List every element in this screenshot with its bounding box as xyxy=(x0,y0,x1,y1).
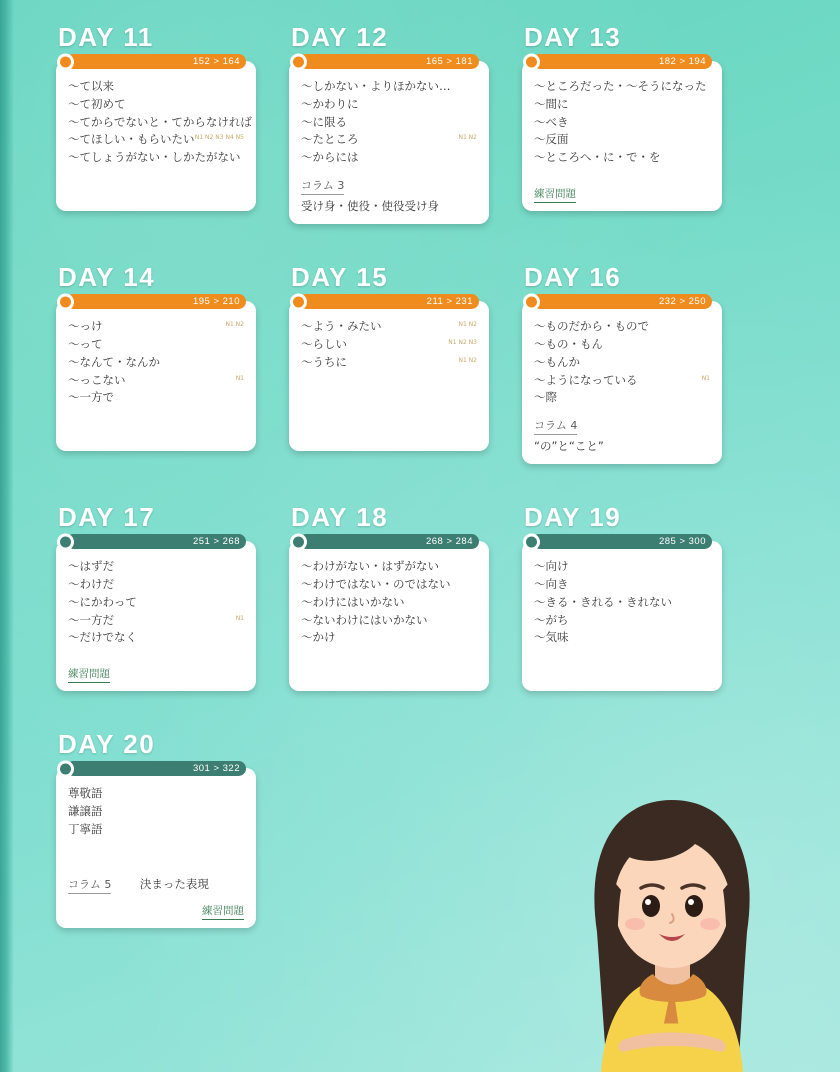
item-text: 〜うちに xyxy=(301,354,347,369)
day-cell xyxy=(289,22,522,224)
list-item[interactable] xyxy=(301,114,477,132)
item-tag: N1 xyxy=(701,374,710,382)
progress-bar xyxy=(66,54,246,69)
item-text: 〜に限る xyxy=(301,114,347,129)
list-item[interactable] xyxy=(68,389,244,407)
grammar-item-list xyxy=(56,76,256,167)
list-item[interactable] xyxy=(68,336,244,354)
list-item[interactable] xyxy=(68,576,244,594)
page-range: 182 > 194 xyxy=(658,56,706,67)
item-tag: N1 N2 N3 N4 N5 xyxy=(194,134,244,142)
list-item[interactable] xyxy=(68,785,244,803)
grammar-item-list xyxy=(522,316,722,407)
day-card[interactable] xyxy=(522,536,722,691)
day-cell xyxy=(289,262,522,464)
card-footer xyxy=(522,178,722,203)
item-text: 〜べき xyxy=(534,114,569,129)
day-cell xyxy=(56,22,289,224)
page-range: 268 > 284 xyxy=(425,536,473,548)
item-text: 〜っこない xyxy=(68,372,126,387)
day-row xyxy=(56,262,756,464)
grammar-item-list xyxy=(289,556,489,647)
list-item[interactable] xyxy=(534,389,710,407)
list-item[interactable] xyxy=(68,114,252,132)
list-item[interactable] xyxy=(534,96,710,114)
list-item[interactable] xyxy=(534,318,710,336)
list-item[interactable] xyxy=(301,149,477,167)
page-range: 232 > 250 xyxy=(658,296,706,308)
day-title: DAY 15 xyxy=(291,262,389,293)
item-text: 〜わけにはいかない xyxy=(301,594,405,609)
list-item[interactable] xyxy=(68,372,244,390)
day-card[interactable] xyxy=(522,296,722,464)
card-footer xyxy=(56,658,256,683)
item-text: 〜しかない・よりほかない… xyxy=(301,79,451,93)
day-row xyxy=(56,502,756,691)
progress-bar xyxy=(299,534,479,549)
day-card[interactable] xyxy=(56,296,256,451)
day-card[interactable] xyxy=(56,763,256,928)
item-text: 〜わけだ xyxy=(68,576,114,591)
item-tag: N1 xyxy=(235,374,244,382)
progress-bar xyxy=(66,761,246,776)
item-text: 〜ものだから・もので xyxy=(534,319,649,334)
list-item[interactable] xyxy=(68,96,244,114)
day-title: DAY 14 xyxy=(58,262,156,293)
day-card[interactable] xyxy=(289,536,489,691)
item-text: 〜気味 xyxy=(534,630,569,645)
progress-knob-icon xyxy=(523,293,540,310)
grammar-item-list xyxy=(522,556,722,647)
item-text: 〜てからでないと・てからなければ xyxy=(68,114,252,129)
item-text: 〜らしい xyxy=(301,336,347,351)
day-card[interactable] xyxy=(56,536,256,691)
item-text: 〜向き xyxy=(534,576,569,591)
item-text: 〜てしょうがない・しかたがない xyxy=(68,150,241,165)
day-title: DAY 13 xyxy=(524,22,622,52)
list-item[interactable] xyxy=(68,131,244,149)
list-item[interactable] xyxy=(534,594,710,612)
list-item[interactable] xyxy=(301,576,477,594)
list-item[interactable] xyxy=(534,114,710,132)
list-item[interactable] xyxy=(534,131,710,149)
day-cell xyxy=(56,502,289,691)
item-text: 〜もの・もん xyxy=(534,336,603,351)
column-heading: コラム 3 xyxy=(301,177,344,195)
page-range: 165 > 181 xyxy=(425,56,473,67)
item-text: 〜からには xyxy=(301,150,359,165)
grammar-item-list xyxy=(56,783,256,838)
list-item[interactable] xyxy=(68,594,244,612)
item-text: 〜よう・みたい xyxy=(301,319,382,334)
item-text: 〜反面 xyxy=(534,132,569,147)
progress-bar xyxy=(532,294,712,309)
item-tag: N1 xyxy=(235,614,244,622)
item-text: 〜きる・きれる・きれない xyxy=(534,594,672,609)
list-item[interactable] xyxy=(301,318,477,336)
day-cell xyxy=(289,502,522,691)
list-item[interactable] xyxy=(68,629,244,647)
progress-knob-icon xyxy=(290,293,307,310)
page-range: 195 > 210 xyxy=(192,296,240,308)
day-title: DAY 19 xyxy=(524,502,622,533)
item-text: 〜向け xyxy=(534,559,569,574)
item-text: 〜て初めて xyxy=(68,96,126,111)
progress-knob-icon xyxy=(57,533,74,550)
list-item[interactable] xyxy=(68,149,244,167)
item-text: 〜際 xyxy=(534,390,557,405)
list-item[interactable] xyxy=(301,629,477,647)
page-range: 285 > 300 xyxy=(658,536,706,548)
character-illustration xyxy=(545,782,800,1072)
item-text: 丁寧語 xyxy=(68,821,103,836)
list-item[interactable] xyxy=(68,318,244,336)
list-item[interactable] xyxy=(301,78,477,96)
item-text: 〜ところだった・〜そうになった xyxy=(534,79,707,93)
list-item[interactable] xyxy=(301,612,477,630)
list-item[interactable] xyxy=(534,149,710,167)
progress-knob-icon xyxy=(523,53,540,70)
list-item[interactable] xyxy=(68,803,244,821)
progress-knob-icon xyxy=(57,53,74,70)
day-cell xyxy=(56,729,289,928)
list-item[interactable] xyxy=(68,78,244,96)
progress-knob-icon xyxy=(57,760,74,777)
item-text: 〜もんか xyxy=(534,354,580,369)
item-text: 〜かわりに xyxy=(301,96,359,111)
progress-bar xyxy=(66,534,246,549)
list-item[interactable] xyxy=(534,372,710,390)
list-item[interactable] xyxy=(534,336,710,354)
item-text: 〜にかわって xyxy=(68,594,137,609)
day-card[interactable] xyxy=(522,56,722,211)
list-item[interactable] xyxy=(301,558,477,576)
practice-link[interactable]: 練習問題 xyxy=(202,903,244,920)
day-card[interactable] xyxy=(289,56,489,224)
card-footer xyxy=(56,866,256,920)
item-tag: N1 N2 xyxy=(225,321,244,329)
list-item[interactable] xyxy=(68,821,244,839)
page-range: 251 > 268 xyxy=(192,536,240,548)
day-row xyxy=(56,22,756,224)
practice-link[interactable]: 練習問題 xyxy=(68,666,110,683)
grammar-item-list xyxy=(289,316,489,371)
column-heading: コラム 5 xyxy=(68,876,111,894)
item-text: 〜ところへ・に・で・を xyxy=(534,150,661,165)
grammar-item-list xyxy=(56,556,256,647)
progress-bar xyxy=(532,534,712,549)
list-item[interactable] xyxy=(534,354,710,372)
item-tag: N1 N2 N3 xyxy=(448,338,477,346)
list-item[interactable] xyxy=(534,629,710,647)
day-title: DAY 11 xyxy=(58,22,154,52)
page-range: 301 > 322 xyxy=(192,763,240,775)
item-text: 謙譲語 xyxy=(68,803,103,818)
item-text: 〜だけでなく xyxy=(68,630,137,645)
item-text: 〜がち xyxy=(534,612,569,627)
item-text: 〜わけではない・のではない xyxy=(301,576,451,591)
item-text: 〜っけ xyxy=(68,319,103,334)
list-item[interactable] xyxy=(534,576,710,594)
item-text: 尊敬語 xyxy=(68,786,103,801)
item-text: 〜かけ xyxy=(301,630,336,645)
list-item[interactable] xyxy=(534,78,710,96)
list-item[interactable] xyxy=(68,354,244,372)
day-title: DAY 16 xyxy=(524,262,622,293)
item-tag: N1 N2 xyxy=(458,356,477,364)
list-item[interactable] xyxy=(301,96,477,114)
progress-bar xyxy=(299,54,479,69)
item-text: 〜なんて・なんか xyxy=(68,354,160,369)
day-cell xyxy=(522,22,755,224)
item-text: 〜一方で xyxy=(68,390,114,405)
list-item[interactable] xyxy=(301,354,477,372)
list-item[interactable] xyxy=(301,131,477,149)
item-text: 〜って xyxy=(68,336,103,351)
grammar-item-list xyxy=(522,76,722,167)
column-heading: コラム 4 xyxy=(534,417,577,435)
progress-knob-icon xyxy=(57,293,74,310)
progress-knob-icon xyxy=(290,53,307,70)
item-tag: N1 N2 xyxy=(458,321,477,329)
item-text: 〜わけがない・はずがない xyxy=(301,559,439,574)
practice-link[interactable]: 練習問題 xyxy=(534,186,576,203)
progress-knob-icon xyxy=(290,533,307,550)
day-cell xyxy=(522,262,755,464)
progress-bar xyxy=(299,294,479,309)
item-text: 〜て以来 xyxy=(68,79,114,93)
item-text: 〜一方だ xyxy=(68,612,114,627)
day-cell xyxy=(56,262,289,464)
item-text: 〜たところ xyxy=(301,132,359,147)
column-body: 受け身・使役・使役受け身 xyxy=(301,199,439,214)
day-card[interactable] xyxy=(56,56,256,211)
list-item[interactable] xyxy=(534,558,710,576)
item-text: 〜ようになっている xyxy=(534,372,638,387)
page-range: 211 > 231 xyxy=(426,296,473,308)
day-title: DAY 18 xyxy=(291,502,389,533)
item-text: 〜ないわけにはいかない xyxy=(301,612,428,627)
day-title: DAY 20 xyxy=(58,729,156,760)
day-cell xyxy=(522,502,755,691)
list-item[interactable] xyxy=(301,594,477,612)
item-tag: N1 N2 xyxy=(458,134,477,142)
day-title: DAY 12 xyxy=(291,22,389,52)
list-item[interactable] xyxy=(301,336,477,354)
list-item[interactable] xyxy=(68,558,244,576)
progress-knob-icon xyxy=(523,533,540,550)
list-item[interactable] xyxy=(534,612,710,630)
list-item[interactable] xyxy=(68,612,244,630)
page-range: 152 > 164 xyxy=(192,56,240,67)
grammar-item-list xyxy=(289,76,489,167)
progress-bar xyxy=(532,54,712,69)
page-left-edge-shadow xyxy=(0,0,14,1072)
progress-bar xyxy=(66,294,246,309)
column-body: “の”と“こと” xyxy=(534,439,604,454)
item-text: 〜はずだ xyxy=(68,559,114,574)
day-title: DAY 17 xyxy=(58,502,156,533)
item-text: 〜間に xyxy=(534,96,569,111)
day-card[interactable] xyxy=(289,296,489,451)
item-text: 〜てほしい・もらいたい xyxy=(68,132,195,147)
column-body: 決まった表現 xyxy=(139,877,209,892)
grammar-item-list xyxy=(56,316,256,407)
